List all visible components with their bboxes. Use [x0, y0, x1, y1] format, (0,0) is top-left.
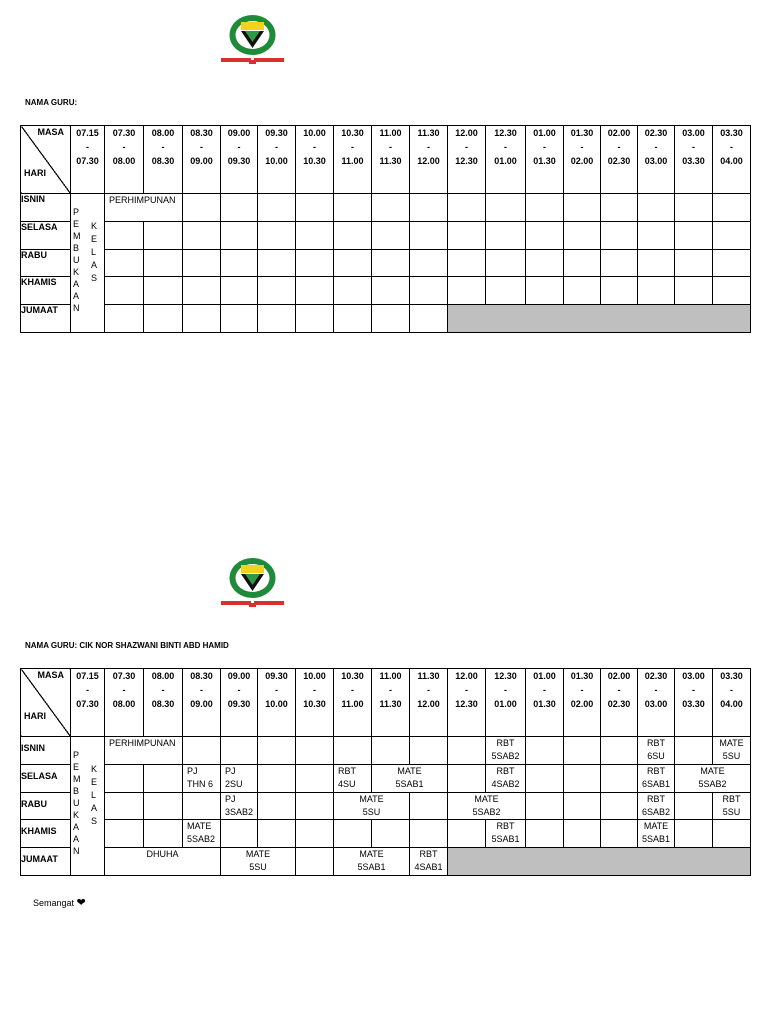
class-slot: MATE 5SAB2	[183, 820, 221, 848]
class-slot: MATE 5SAB1	[372, 764, 448, 792]
time-slot-header: 10.00 - 10.30	[296, 126, 334, 194]
time-slot-header: 08.00 - 08.30	[144, 126, 183, 194]
heart-icon: ❤	[76, 897, 86, 909]
time-slot-header: 10.00 - 10.30	[296, 669, 334, 737]
class-slot: PJ THN 6	[183, 764, 221, 792]
teacher-name-label: NAMA GURU: CIK NOR SHAZWANI BINTI ABD HAMID	[25, 641, 229, 650]
time-slot-header: 11.30 - 12.00	[410, 126, 448, 194]
masa-label: MASA	[37, 127, 64, 137]
timetable-filled	[20, 668, 751, 876]
class-slot: RBT 6SAB2	[638, 792, 675, 820]
day-row-jumaat	[21, 305, 751, 333]
teacher-name-label: NAMA GURU:	[25, 98, 78, 107]
time-slot-header: 11.30 - 12.00	[410, 669, 448, 737]
day-row-isnin	[21, 194, 751, 222]
time-slot-header: 08.30 - 09.00	[183, 669, 221, 737]
semangat-note	[33, 896, 86, 909]
class-slot: RBT 4SU	[334, 764, 372, 792]
time-slot-header: 11.00 - 11.30	[372, 669, 410, 737]
time-slot-header: 03.00 - 03.30	[675, 669, 713, 737]
time-slot-header: 03.00 - 03.30	[675, 126, 713, 194]
day-row-selasa	[21, 221, 751, 249]
time-slot-header: 12.30 - 01.00	[486, 669, 526, 737]
day-row-isnin	[21, 737, 751, 765]
time-slot-header: 09.30 - 10.00	[258, 669, 296, 737]
timetable-empty	[20, 125, 751, 333]
time-slot-header: 03.30 - 04.00	[713, 669, 751, 737]
school-logo	[219, 11, 286, 67]
day-label: JUMAAT	[21, 305, 71, 333]
time-slot-header: 02.30 - 03.00	[638, 669, 675, 737]
time-slot-header: 07.15 - 07.30	[71, 126, 105, 194]
time-slot-header: 03.30 - 04.00	[713, 126, 751, 194]
pembukaan-kelas-cell: P E M B U K A A N K E L A S	[71, 737, 105, 876]
day-label: SELASA	[21, 764, 71, 792]
dhuha-cell: DHUHA	[105, 848, 221, 876]
pembukaan-kelas-cell: P E M B U K A A N K E L A S	[71, 194, 105, 333]
time-slot-header: 07.15 - 07.30	[71, 669, 105, 737]
masa-hari-corner	[21, 669, 71, 737]
time-slot-header: 09.30 - 10.00	[258, 126, 296, 194]
time-slot-header: 09.00 - 09.30	[221, 669, 258, 737]
day-label: ISNIN	[21, 194, 71, 222]
day-row-khamis	[21, 820, 751, 848]
day-label: RABU	[21, 792, 71, 820]
day-label: RABU	[21, 249, 71, 277]
day-row-khamis	[21, 277, 751, 305]
class-slot: RBT 6SU	[638, 737, 675, 765]
semangat-text: Semangat	[33, 898, 75, 908]
time-slot-header: 02.00 - 02.30	[601, 669, 638, 737]
day-row-jumaat	[21, 848, 751, 876]
class-slot: RBT 4SAB2	[486, 764, 526, 792]
class-slot: MATE 5SAB2	[675, 764, 751, 792]
class-slot: MATE 5SU	[221, 848, 296, 876]
header-row	[21, 669, 751, 737]
time-slot-header: 11.00 - 11.30	[372, 126, 410, 194]
class-slot: RBT 4SAB1	[410, 848, 448, 876]
time-slot-header: 10.30 - 11.00	[334, 126, 372, 194]
no-class-block	[448, 848, 751, 876]
time-slot-header: 12.30 - 01.00	[486, 126, 526, 194]
class-slot: MATE 5SAB1	[334, 848, 410, 876]
time-slot-header: 01.30 - 02.00	[564, 669, 601, 737]
day-label: KHAMIS	[21, 820, 71, 848]
time-slot-header: 09.00 - 09.30	[221, 126, 258, 194]
day-label: SELASA	[21, 221, 71, 249]
class-slot: MATE 5SU	[334, 792, 410, 820]
time-slot-header: 08.00 - 08.30	[144, 669, 183, 737]
day-row-rabu	[21, 792, 751, 820]
time-slot-header: 07.30 - 08.00	[105, 669, 144, 737]
class-slot: PJ 2SU	[221, 764, 258, 792]
class-slot: RBT 5SAB2	[486, 737, 526, 765]
day-row-selasa	[21, 764, 751, 792]
time-slot-header: 01.00 - 01.30	[526, 669, 564, 737]
day-label: KHAMIS	[21, 277, 71, 305]
time-slot-header: 07.30 - 08.00	[105, 126, 144, 194]
header-row	[21, 126, 751, 194]
hari-label: HARI	[24, 711, 46, 721]
time-slot-header: 10.30 - 11.00	[334, 669, 372, 737]
class-slot: PJ 3SAB2	[221, 792, 258, 820]
class-slot: MATE 5SAB1	[638, 820, 675, 848]
day-label: ISNIN	[21, 737, 71, 765]
school-logo	[219, 554, 286, 610]
class-slot: MATE 5SU	[713, 737, 751, 765]
class-slot: RBT 5SU	[713, 792, 751, 820]
time-slot-header: 01.30 - 02.00	[564, 126, 601, 194]
perhimpunan-cell: PERHIMPUNAN	[105, 194, 183, 222]
time-slot-header: 02.00 - 02.30	[601, 126, 638, 194]
perhimpunan-cell: PERHIMPUNAN	[105, 737, 183, 765]
time-slot-header: 08.30 - 09.00	[183, 126, 221, 194]
masa-hari-corner	[21, 126, 71, 194]
day-label: JUMAAT	[21, 848, 71, 876]
class-slot: RBT 6SAB1	[638, 764, 675, 792]
time-slot-header: 12.00 - 12.30	[448, 669, 486, 737]
time-slot-header: 02.30 - 03.00	[638, 126, 675, 194]
class-slot: MATE 5SAB2	[448, 792, 526, 820]
class-slot: RBT 5SAB1	[486, 820, 526, 848]
hari-label: HARI	[24, 168, 46, 178]
masa-label: MASA	[37, 670, 64, 680]
no-class-block	[448, 305, 751, 333]
time-slot-header: 01.00 - 01.30	[526, 126, 564, 194]
day-row-rabu	[21, 249, 751, 277]
time-slot-header: 12.00 - 12.30	[448, 126, 486, 194]
